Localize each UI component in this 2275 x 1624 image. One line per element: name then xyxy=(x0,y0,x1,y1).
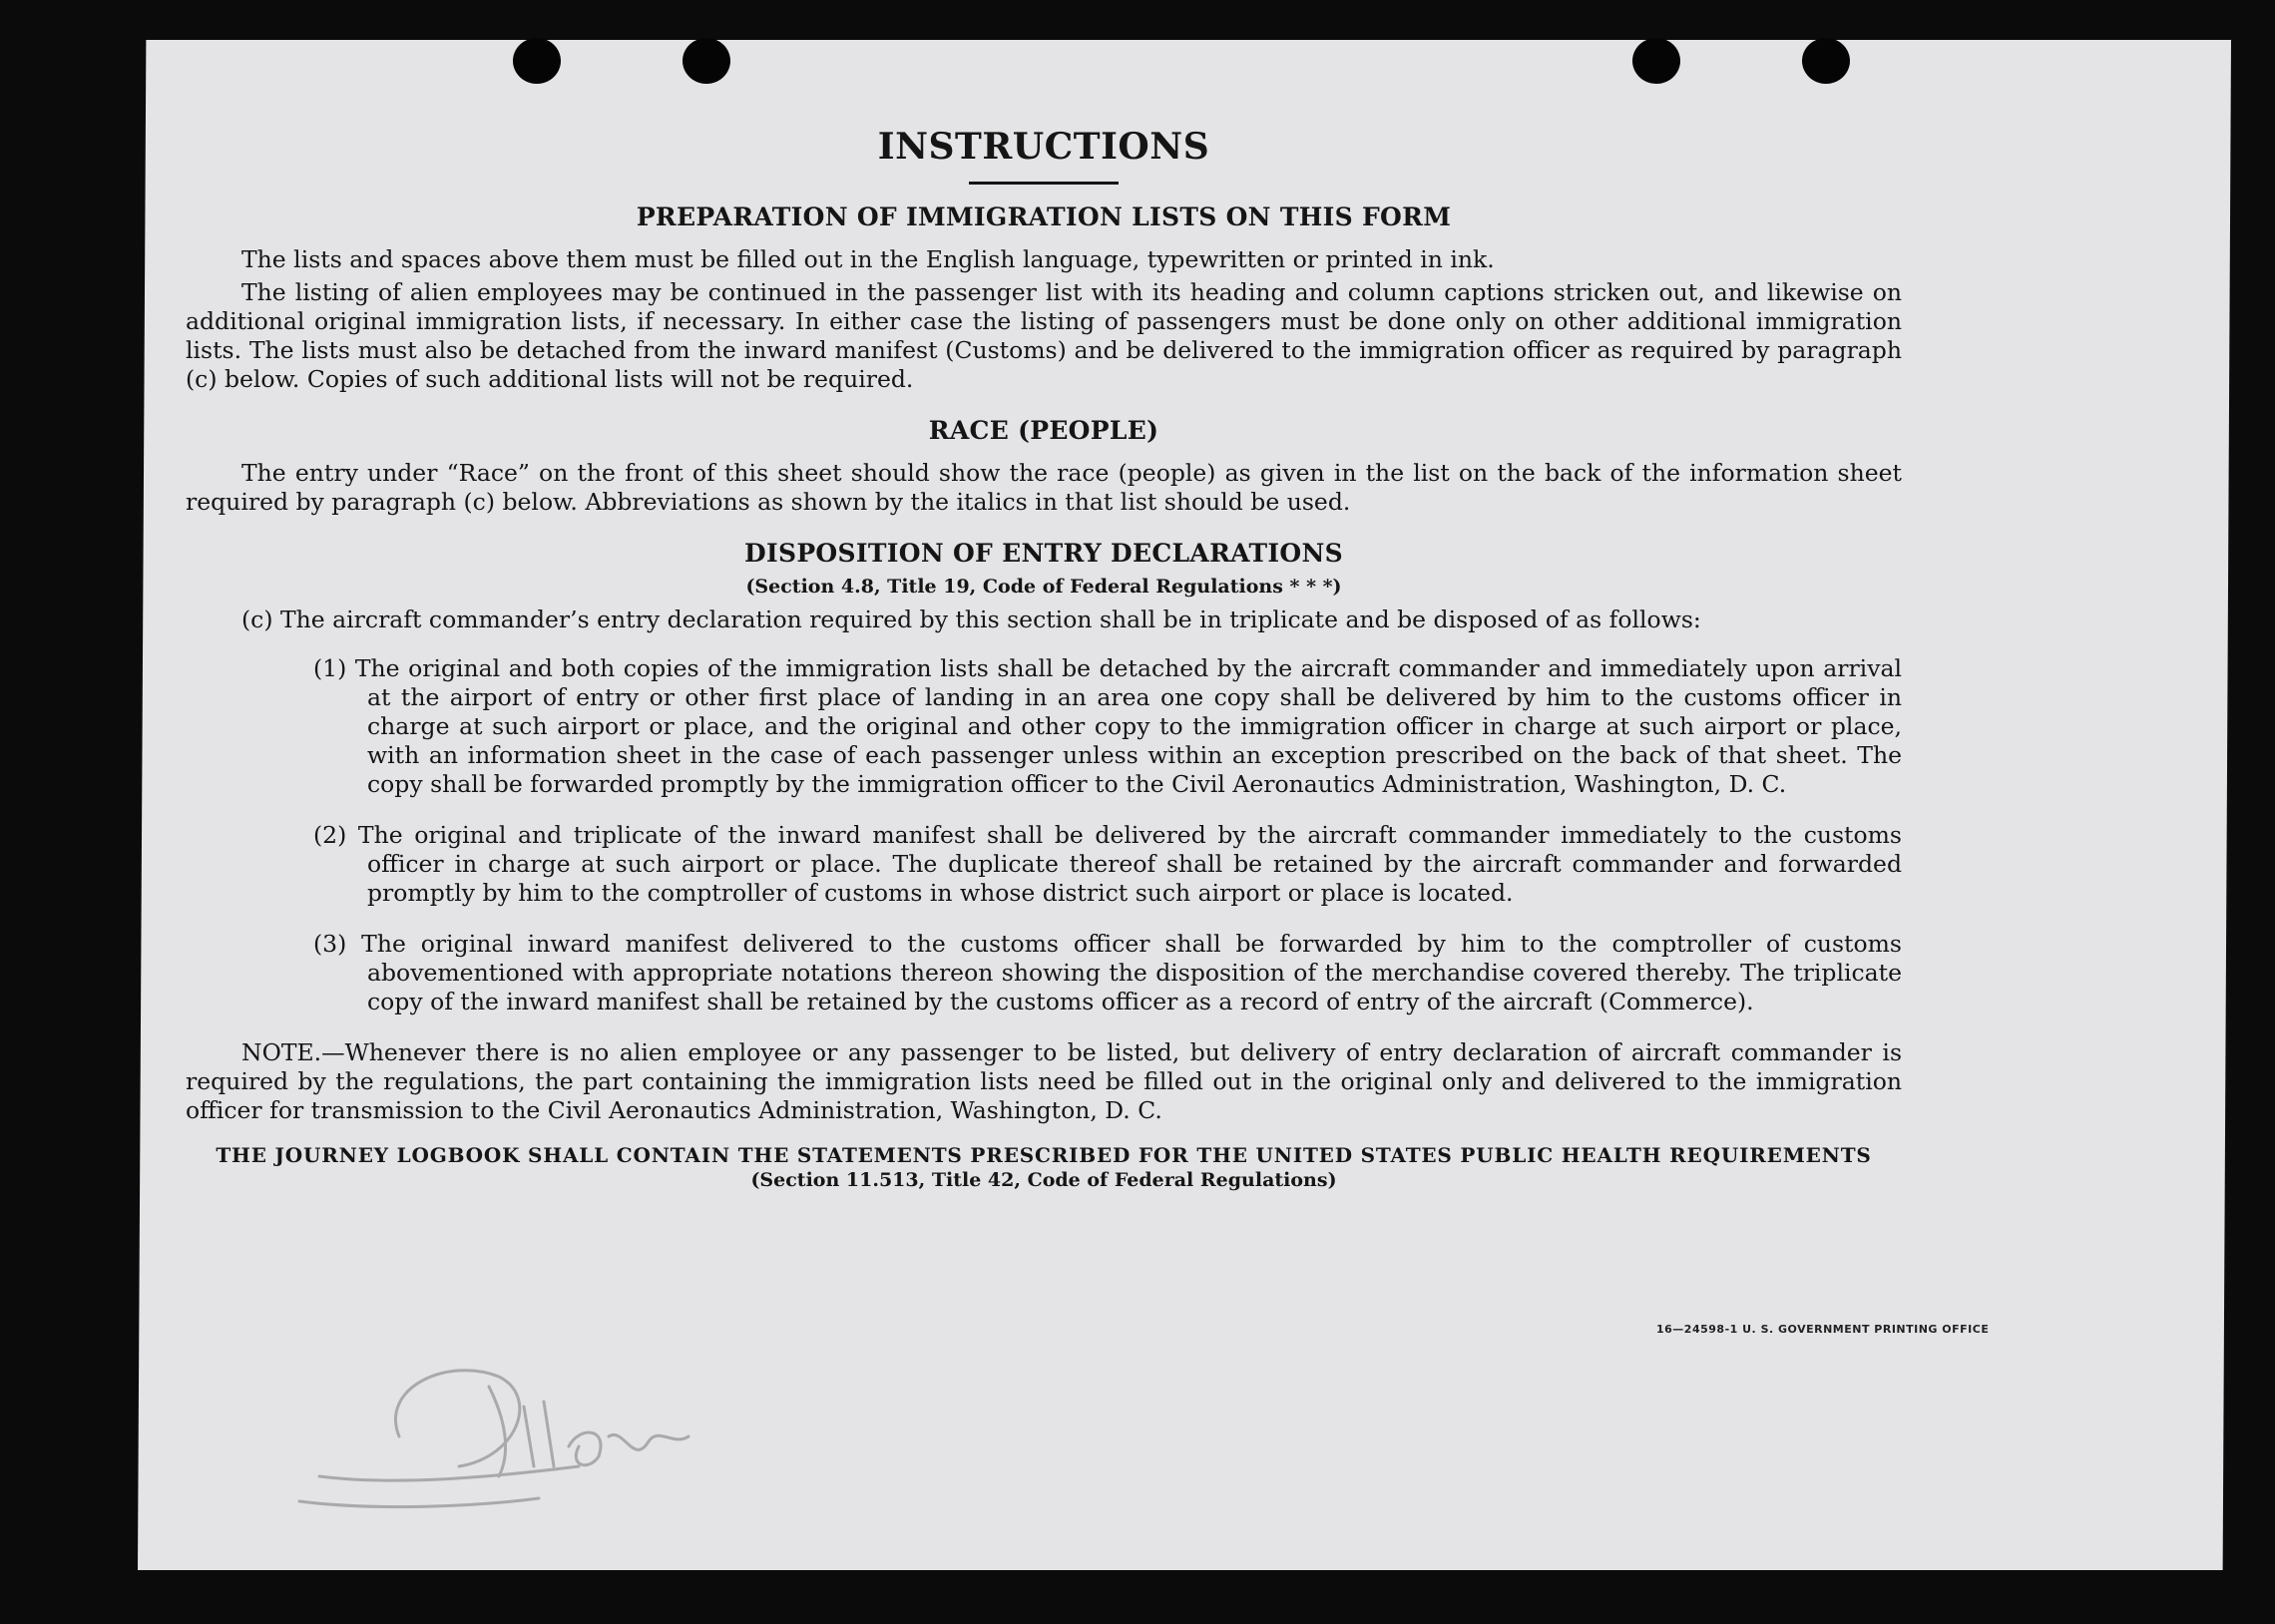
punch-hole-2 xyxy=(682,38,730,84)
paragraph-c-intro: (c) The aircraft commander’s entry declaration required by this section shall be in triplicate and be disposed of as follows: xyxy=(241,606,1701,633)
signature-image xyxy=(279,1327,708,1526)
section-heading-disposition: DISPOSITION OF ENTRY DECLARATIONS xyxy=(744,539,1343,568)
list-item-2: (2) The original and triplicate of the inward manifest shall be delivered by the aircraft commander immediately to the customs officer in charge at such airport or place. The duplicate thereof shall be retained by the aircraft commander and forwarded promptly by him to the comptroller of customs in whose district such airport or place is located. xyxy=(313,821,1902,907)
document-body xyxy=(186,88,1902,1191)
title-rule xyxy=(969,182,1119,185)
section-heading-immigration-lists: PREPARATION OF IMMIGRATION LISTS ON THIS FORM xyxy=(636,203,1452,231)
section-heading-race: RACE (PEOPLE) xyxy=(928,416,1159,445)
list-item-3: (3) The original inward manifest delivered to the customs officer shall be forwarded by him to the comptroller of customs abovementioned with appropriate notations thereon showing the disposition of the merchandise covered thereby. The triplicate copy of the inward manifest shall be retained by the customs officer as a record of entry of the aircraft (Commerce). xyxy=(313,930,1902,1015)
punch-hole-4 xyxy=(1802,38,1850,84)
punch-hole-1 xyxy=(513,38,561,84)
paragraph-language: The lists and spaces above them must be filled out in the English language, typewritten or printed in ink. xyxy=(241,245,1495,273)
note-paragraph: NOTE.—Whenever there is no alien employee or any passenger to be listed, but delivery of entry declaration of aircraft commander is required by the regulations, the part containing the immigration lists need be filled out in the original only and delivered to the immigration officer for transmission to the Civil Aeronautics Administration, Washington, D. C. xyxy=(186,1038,1902,1124)
page-title: INSTRUCTIONS xyxy=(877,126,1210,168)
printing-office-footer: 16—24598-1 U. S. GOVERNMENT PRINTING OFFICE xyxy=(1656,1323,1990,1336)
section-citation: (Section 4.8, Title 19, Code of Federal Regulations * * *) xyxy=(745,576,1342,598)
paragraph-alien-employees: The listing of alien employees may be continued in the passenger list with its heading and column captions stricken out, and likewise on additional original immigration lists, if necessary. In either case the listing of passengers must be done only on other additional immigration lists. The lists must also be detached from the inward manifest (Customs) and be delivered to the immigration officer as required by paragraph (c) below. Copies of such additional lists will not be required. xyxy=(186,278,1902,393)
punch-hole-3 xyxy=(1632,38,1680,84)
paragraph-race: The entry under “Race” on the front of this sheet should show the race (people) as given in the list on the back of the information sheet required by paragraph (c) below. Abbreviations as shown by the italics in that list should be used. xyxy=(186,459,1902,516)
list-item-1: (1) The original and both copies of the immigration lists shall be detached by the aircraft commander and immediately upon arrival at the airport of entry or other first place of landing in an area one copy shall be delivered by him to the customs officer in charge at such airport or place, and the original and other copy to the immigration officer in charge at such airport or place, with an information sheet in the case of each passenger unless within an exception prescribed on the back of that sheet. The copy shall be forwarded promptly by the immigration officer to the Civil Aeronautics Administration, Washington, D. C. xyxy=(313,654,1902,798)
health-requirements-citation: (Section 11.513, Title 42, Code of Federal Regulations) xyxy=(750,1169,1337,1191)
health-requirements-heading: THE JOURNEY LOGBOOK SHALL CONTAIN THE STATEMENTS PRESCRIBED FOR THE UNITED STATES PUBLIC HEALTH REQUIREMENTS xyxy=(216,1143,1872,1167)
